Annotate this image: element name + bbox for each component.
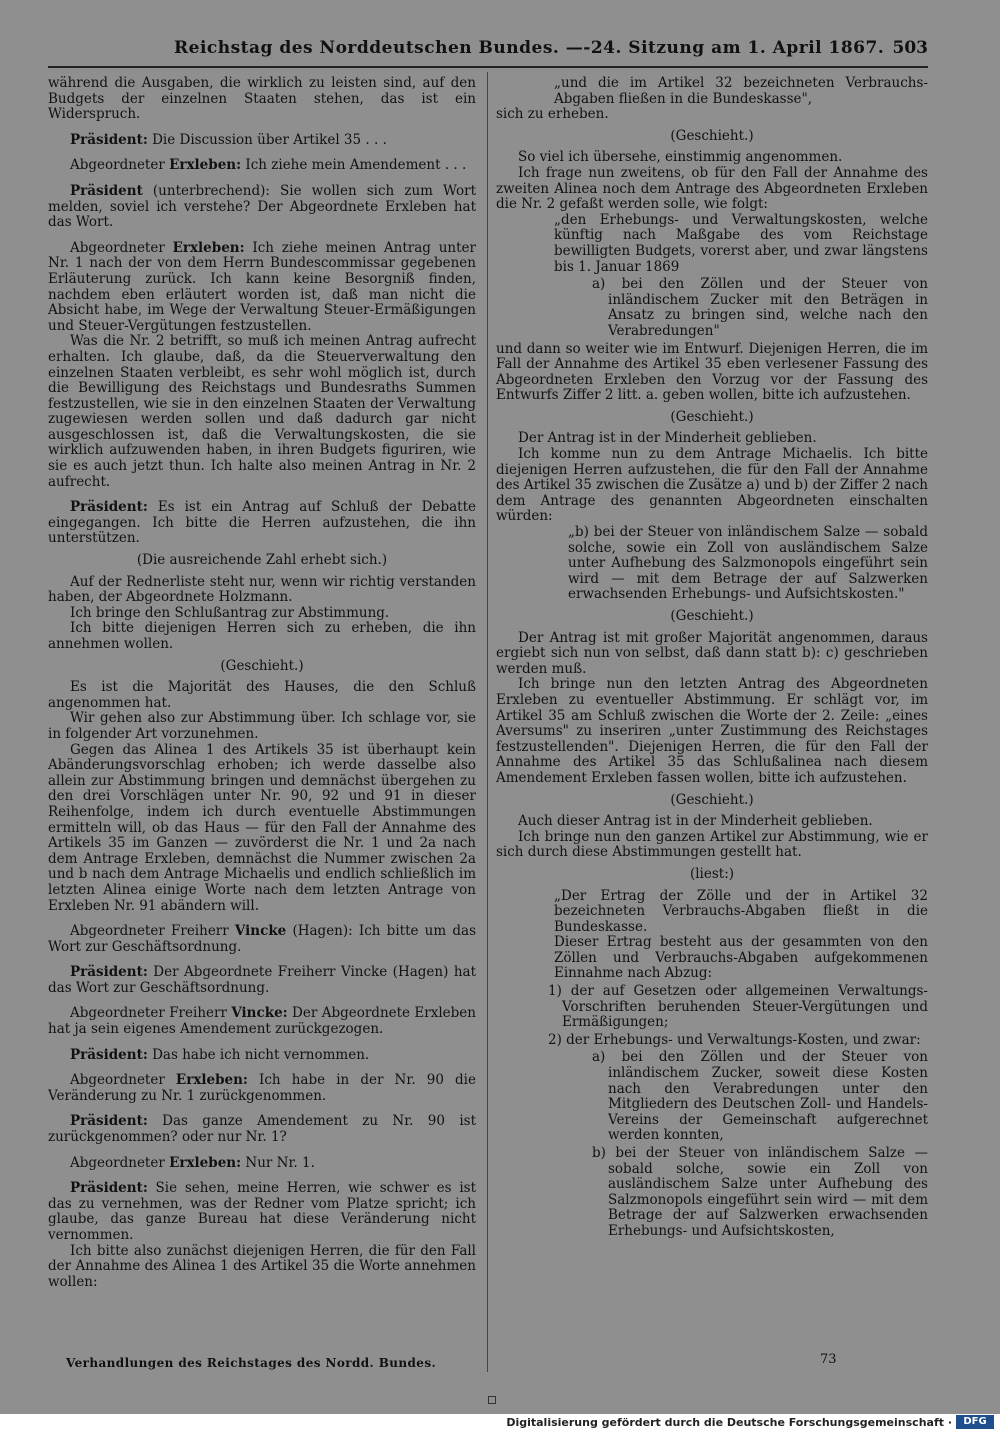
paragraph: Was die Nr. 2 betrifft, so muß ich meinen Antrag aufrecht erhalten. Ich glaube, daß, da die Steuerverwaltung den einzelnen Staaten verbleibt, es sehr wohl möglich ist, durch die Bewilligung des Reichstags und Bundesraths Summen festzustellen, wie sie in den einzelnen Staaten der Verwaltung zugewiesen werden sollen und daß dadurch gar nicht ausgeschlossen ist, daß die Verwaltungskosten, die sie wirklich aufzuwenden haben, in ihren Budgets figuriren, wie sie es auch jetzt thun. Ich halte also meinen Antrag in Nr. 2 aufrecht. bbox=[48, 333, 476, 490]
paragraph: Präsident: Der Abgeordnete Freiherr Vincke (Hagen) hat das Wort zur Geschäftsordnung. bbox=[48, 964, 476, 996]
paragraph: Gegen das Alinea 1 des Artikels 35 ist überhaupt kein Abänderungsvorschlag erhoben; ich werde dasselbe also allein zur Abstimmung bringen und demnächst übergehen zu den drei Vorschlägen unter Nr. 90, 92 und 91 in dieser Reihenfolge, indem ich durch eventuelle Abstimmungen ermitteln will, ob das Haus — für den Fall der Annahme des Artikels 35 im Ganzen — zuvörderst die Nr. 1 und 2a nach dem Antrage Erxleben, demnächst die Nummer zwischen 2a und b nach dem Antrage Michaelis und endlich schließlich im letzten Alinea einige Worte nach dem letzten Antrage von Erxleben Nr. 91 abändern will. bbox=[48, 741, 476, 914]
paragraph: Auch dieser Antrag ist in der Minderheit geblieben. bbox=[518, 813, 873, 830]
header-title: Reichstag des Norddeutschen Bundes. —-24. Sitzung am 1. April 1867. bbox=[174, 38, 885, 58]
paragraph: Wir gehen also zur Abstimmung über. Ich schlage vor, sie in folgender Art vorzunehmen. bbox=[48, 710, 476, 742]
paragraph: Ich frage nun zweitens, ob für den Fall der Annahme des zweiten Alinea noch dem Antrage des Abgeordneten Erxleben die Nr. 2 gefaßt werden solle, wie folgt: bbox=[496, 164, 928, 213]
crop-mark bbox=[488, 1396, 496, 1404]
quotation-item: a) bei den Zöllen und der Steuer von inländischem Zucker mit den Beträgen in Ansatz zu bringen sind, welche nach den Verabredungen" bbox=[592, 276, 928, 339]
right-column bbox=[496, 76, 928, 1242]
paragraph: Ich bringe nun den ganzen Artikel zur Abstimmung, wie er sich durch diese Abstimmungen gestellt hat. bbox=[496, 828, 928, 861]
page-number: 503 bbox=[892, 38, 928, 58]
paragraph: Ich bitte also zunächst diejenigen Herren, die für den Fall der Annahme des Alinea 1 des Artikel 35 die Worte annehmen wollen: bbox=[48, 1242, 476, 1290]
paragraph: Präsident: Sie sehen, meine Herren, wie schwer es ist das zu vernehmen, was der Redner vom Platze spricht; ich glaube, das ganze Bureau hat diese Veränderung nicht vernommen. bbox=[48, 1180, 476, 1243]
quotation: „Der Ertrag der Zölle und der in Artikel 32 bezeichneten Verbrauchs-Abgaben fließt in die Bundeskasse. bbox=[554, 887, 928, 935]
footer-source: Verhandlungen des Reichstages des Nordd. Bundes. bbox=[66, 1356, 437, 1370]
paragraph: Der Antrag ist mit großer Majorität angenommen, daraus ergiebt sich nun von selbst, daß dann statt b): c) geschrieben werden muß. bbox=[496, 629, 928, 677]
paragraph: und dann so weiter wie im Entwurf. Diejenigen Herren, die im Fall der Annahme des Artikel 35 eben verlesener Fassung des Abgeordneten Erxleben den Vorzug vor der Fassung des Entwurfs Ziffer 2 litt. a. geben wollen, bitte ich aufzustehen. bbox=[496, 340, 928, 404]
paragraph: Ich bringe nun den letzten Antrag des Abgeordneten Erxleben zu eventueller Abstimmung. Er schlägt vor, im Artikel 35 am Schluß zwischen die Worte der 2. Zeile: „eines Aversums" zu inseriren „unter Zustimmung des Reichstages festzustellenden". Diejenigen Herren, die für den Fall der Annahme des Artikel 35 das Schlußalinea nach diesem Amendement Erxleben fassen wollen, bitte ich aufzustehen. bbox=[496, 676, 928, 786]
signature-number: 73 bbox=[820, 1352, 837, 1367]
paragraph: Präsident: Das habe ich nicht vernommen. bbox=[70, 1046, 370, 1063]
stage-direction: (Geschieht.) bbox=[670, 127, 754, 144]
stage-direction: (Die ausreichende Zahl erhebt sich.) bbox=[136, 552, 388, 569]
paragraph: Abgeordneter Freiherr Vincke (Hagen): Ich bitte um das Wort zur Geschäftsordnung. bbox=[48, 923, 476, 955]
quotation: Dieser Ertrag besteht aus der gesammten von den Zöllen und Verbrauchs-Abgaben aufgekommenen Einnahme nach Abzug: bbox=[554, 934, 928, 982]
quotation: „den Erhebungs- und Verwaltungskosten, welche künftig nach Maßgabe des vom Reichstage bewilligten Budgets, vorerst aber, und zwar längstens bis 1. Januar 1869 bbox=[554, 211, 928, 275]
column-divider bbox=[487, 72, 488, 1372]
stage-direction: (Geschieht.) bbox=[220, 657, 304, 674]
paragraph: Präsident: Die Discussion über Artikel 35 . . . bbox=[70, 131, 387, 148]
paragraph: Abgeordneter Erxleben: Ich ziehe mein Amendement . . . bbox=[70, 157, 467, 174]
list-item: 1) der auf Gesetzen oder allgemeinen Verwaltungs-Vorschriften beruhenden Steuer-Vergütungen und Ermäßigungen; bbox=[548, 983, 928, 1031]
paragraph: Der Antrag ist in der Minderheit geblieben. bbox=[518, 430, 817, 447]
list-item: b) bei der Steuer von inländischem Salze — sobald solche, sowie ein Zoll von ausländischem Salze unter Aufhebung des Salzmonopols eingeführt sein wird — mit dem Betrage der auf Salzwerken erwachsenden Erhebungs- und Aufsichtskosten, bbox=[592, 1145, 928, 1239]
paragraph: Ich bringe den Schlußantrag zur Abstimmung. bbox=[70, 604, 390, 621]
paragraph: So viel ich übersehe, einstimmig angenommen. bbox=[518, 149, 843, 166]
credit-text: Digitalisierung gefördert durch die Deutsche Forschungsgemeinschaft · bbox=[506, 1416, 952, 1429]
paragraph: Abgeordneter Freiherr Vincke: Der Abgeordnete Erxleben hat ja sein eigenes Amendement zurückgezogen. bbox=[48, 1005, 476, 1038]
paragraph: Präsident: Das ganze Amendement zu Nr. 90 ist zurückgenommen? oder nur Nr. 1? bbox=[48, 1113, 476, 1146]
list-item: 2) der Erhebungs- und Verwaltungs-Kosten, und zwar: bbox=[548, 1031, 921, 1048]
stage-direction: (Geschieht.) bbox=[670, 791, 754, 808]
paragraph: Ich komme nun zu dem Antrage Michaelis. Ich bitte diejenigen Herren aufzustehen, die für den Fall der Annahme des Artikel 35 zwischen die Zusätze a) und b) der Ziffer 2 nach dem Antrage des genannten Abgeordneten einschalten würden: bbox=[496, 446, 928, 525]
paragraph: Abgeordneter Erxleben: Ich habe in der Nr. 90 die Veränderung zu Nr. 1 zurückgenommen. bbox=[48, 1072, 476, 1104]
paragraph: Abgeordneter Erxleben: Ich ziehe meinen Antrag unter Nr. 1 nach der von dem Herrn Bundescommissar gegebenen Erläuterung zurück. Ich kann keine Besorgniß finden, nachdem eben erläutert worden ist, daß man nicht die Absicht habe, im Wege der Verwaltung Steuer-Ermäßigungen und Steuer-Vergütungen festzustellen. bbox=[48, 239, 476, 334]
paragraph: Es ist die Majorität des Hauses, die den Schluß angenommen hat. bbox=[48, 679, 476, 711]
stage-direction: (Geschieht.) bbox=[670, 408, 754, 425]
quotation: „b) bei der Steuer von inländischem Salze — sobald solche, sowie ein Zoll von ausländischem Salze unter Aufhebung des Salzmonopols eingeführt sein wird — mit dem Betrage der auf Salzwerken erwachsenden Erhebungs- und Aufsichtskosten." bbox=[568, 524, 928, 603]
stage-direction: (liest:) bbox=[689, 865, 735, 882]
page-header bbox=[48, 34, 928, 68]
paragraph: Abgeordneter Erxleben: Nur Nr. 1. bbox=[70, 1154, 315, 1171]
stage-direction: (Geschieht.) bbox=[670, 608, 754, 624]
paragraph: Ich bitte diejenigen Herren sich zu erheben, die ihn annehmen wollen. bbox=[48, 620, 476, 652]
dfg-logo: DFG bbox=[956, 1415, 994, 1429]
paragraph: Auf der Rednerliste steht nur, wenn wir richtig verstanden haben, der Abgeordnete Holzmann. bbox=[48, 573, 476, 606]
paragraph: sich zu erheben. bbox=[496, 106, 609, 123]
paragraph: Präsident: Es ist ein Antrag auf Schluß der Debatte eingegangen. Ich bitte die Herren aufzustehen, die ihn unterstützen. bbox=[48, 499, 476, 547]
credit-bar bbox=[0, 1414, 1000, 1432]
list-item: a) bei den Zöllen und der Steuer von inländischem Zucker, soweit diese Kosten nach den Verabredungen unter den Mitgliedern des Deutschen Zoll- und Handels-Vereins der Gemeinschaft aufgerechnet werden konnten, bbox=[592, 1049, 928, 1144]
left-column bbox=[48, 76, 476, 1290]
paragraph: während die Ausgaben, die wirklich zu leisten sind, auf den Budgets der einzelnen Staaten stehen, das ist ein Widerspruch. bbox=[48, 75, 476, 123]
paragraph: Präsident (unterbrechend): Sie wollen sich zum Wort melden, soviel ich verstehe? Der Abgeordnete Erxleben hat das Wort. bbox=[48, 182, 476, 231]
quotation: „und die im Artikel 32 bezeichneten Verbrauchs-Abgaben fließen in die Bundeskasse", bbox=[554, 75, 928, 107]
